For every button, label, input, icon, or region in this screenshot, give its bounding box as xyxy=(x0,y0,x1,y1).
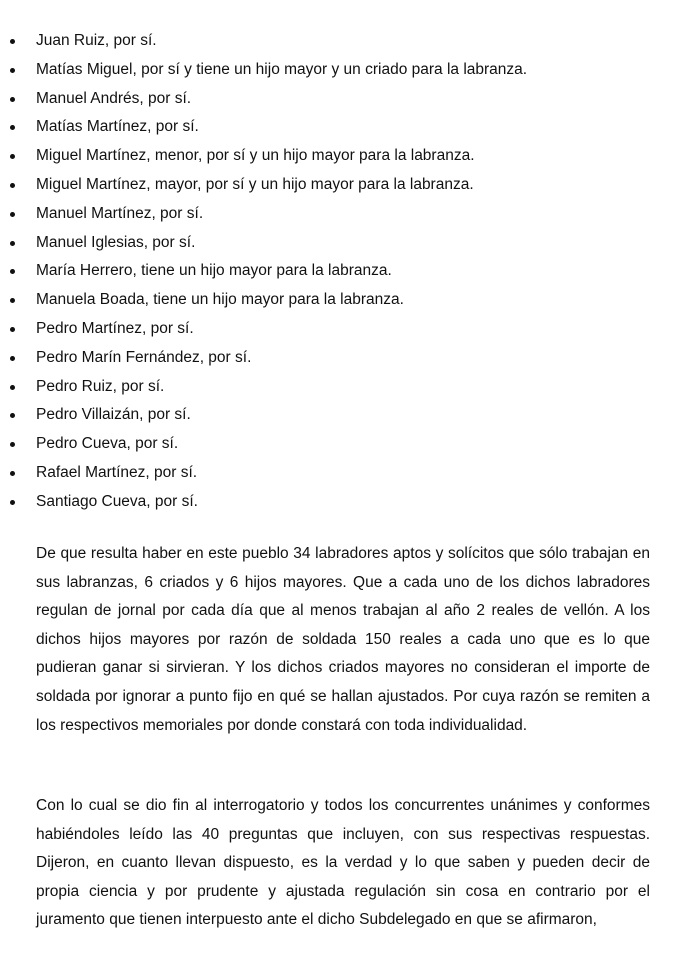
bullet-icon xyxy=(10,500,15,505)
list-item xyxy=(0,200,677,229)
list-item-text: Rafael Martínez, por sí. xyxy=(36,463,198,481)
list-item xyxy=(0,344,677,373)
list-item-text: Pedro Cueva, por sí. xyxy=(36,435,179,453)
list-item xyxy=(0,171,677,200)
list-item-text: Miguel Martínez, menor, por sí y un hijo mayor para la labranza. xyxy=(36,147,475,165)
list-item-text: Manuel Martínez, por sí. xyxy=(36,204,204,222)
paragraph-conclusion: Con lo cual se dio fin al interrogatorio y todos los concurrentes unánimes y conformes habiéndoles leído las 40 preguntas que incluyen, con sus respectivas respuestas. Dijeron, en cuanto llevan dispuesto, es la verdad y lo que saben y pueden decir de propia ciencia y por prudente y ajustada regulación sin cosa en contrario por el juramento que tienen interpuesto ante el dicho Subdelegado en que se afirmaron, xyxy=(36,797,650,929)
paragraph-summary: De que resulta haber en este pueblo 34 labradores aptos y solícitos que sólo trabajan en sus labranzas, 6 criados y 6 hijos mayores. Que a cada uno de los dichos labradores regulan de jornal por cada día que al menos trabajan al año 2 reales de vellón. A los dichos hijos mayores por razón de soldada 150 reales a cada uno que es lo que pudieran ganar si sirvieran. Y los dichos criados mayores no consideran el importe de soldada por ignorar a punto fijo en qué se hallan ajustados. Por cuya razón se remiten a los respectivos memoriales por donde constará con toda individualidad. xyxy=(36,545,650,734)
list-item-text: Pedro Martínez, por sí. xyxy=(36,319,194,337)
bullet-icon xyxy=(10,385,15,390)
bullet-icon xyxy=(10,212,15,217)
bullet-icon xyxy=(10,39,15,44)
list-item xyxy=(0,142,677,171)
bullet-icon xyxy=(10,471,15,476)
list-item-text: Manuel Andrés, por sí. xyxy=(36,89,192,107)
list-item-text: Manuel Iglesias, por sí. xyxy=(36,233,196,251)
list-item xyxy=(0,229,677,258)
list-item xyxy=(0,85,677,114)
list-item-text: Manuela Boada, tiene un hijo mayor para la labranza. xyxy=(36,291,404,309)
list-item xyxy=(0,113,677,142)
bullet-icon xyxy=(10,125,15,130)
bullet-icon xyxy=(10,356,15,361)
list-item-text: María Herrero, tiene un hijo mayor para la labranza. xyxy=(36,262,392,280)
list-item xyxy=(0,56,677,85)
list-item xyxy=(0,401,677,430)
name-list xyxy=(0,27,677,517)
list-item xyxy=(0,315,677,344)
bullet-icon xyxy=(10,154,15,159)
bullet-icon xyxy=(10,327,15,332)
list-item-text: Santiago Cueva, por sí. xyxy=(36,492,198,510)
list-item xyxy=(0,373,677,402)
bullet-icon xyxy=(10,241,15,246)
list-item-text: Matías Miguel, por sí y tiene un hijo mayor y un criado para la labranza. xyxy=(36,60,528,78)
list-item xyxy=(0,430,677,459)
list-item xyxy=(0,459,677,488)
list-item-text: Pedro Ruiz, por sí. xyxy=(36,377,165,395)
bullet-icon xyxy=(10,97,15,102)
list-item xyxy=(0,27,677,56)
list-item xyxy=(0,257,677,286)
bullet-icon xyxy=(10,413,15,418)
bullet-icon xyxy=(10,68,15,73)
list-item xyxy=(0,488,677,517)
bullet-icon xyxy=(10,298,15,303)
list-item-text: Miguel Martínez, mayor, por sí y un hijo mayor para la labranza. xyxy=(36,175,474,193)
bullet-icon xyxy=(10,183,15,188)
bullet-icon xyxy=(10,269,15,274)
list-item-text: Matías Martínez, por sí. xyxy=(36,118,199,136)
bullet-icon xyxy=(10,442,15,447)
list-item-text: Pedro Marín Fernández, por sí. xyxy=(36,348,252,366)
list-item-text: Pedro Villaizán, por sí. xyxy=(36,406,191,424)
list-item xyxy=(0,286,677,315)
list-item-text: Juan Ruiz, por sí. xyxy=(36,32,157,49)
